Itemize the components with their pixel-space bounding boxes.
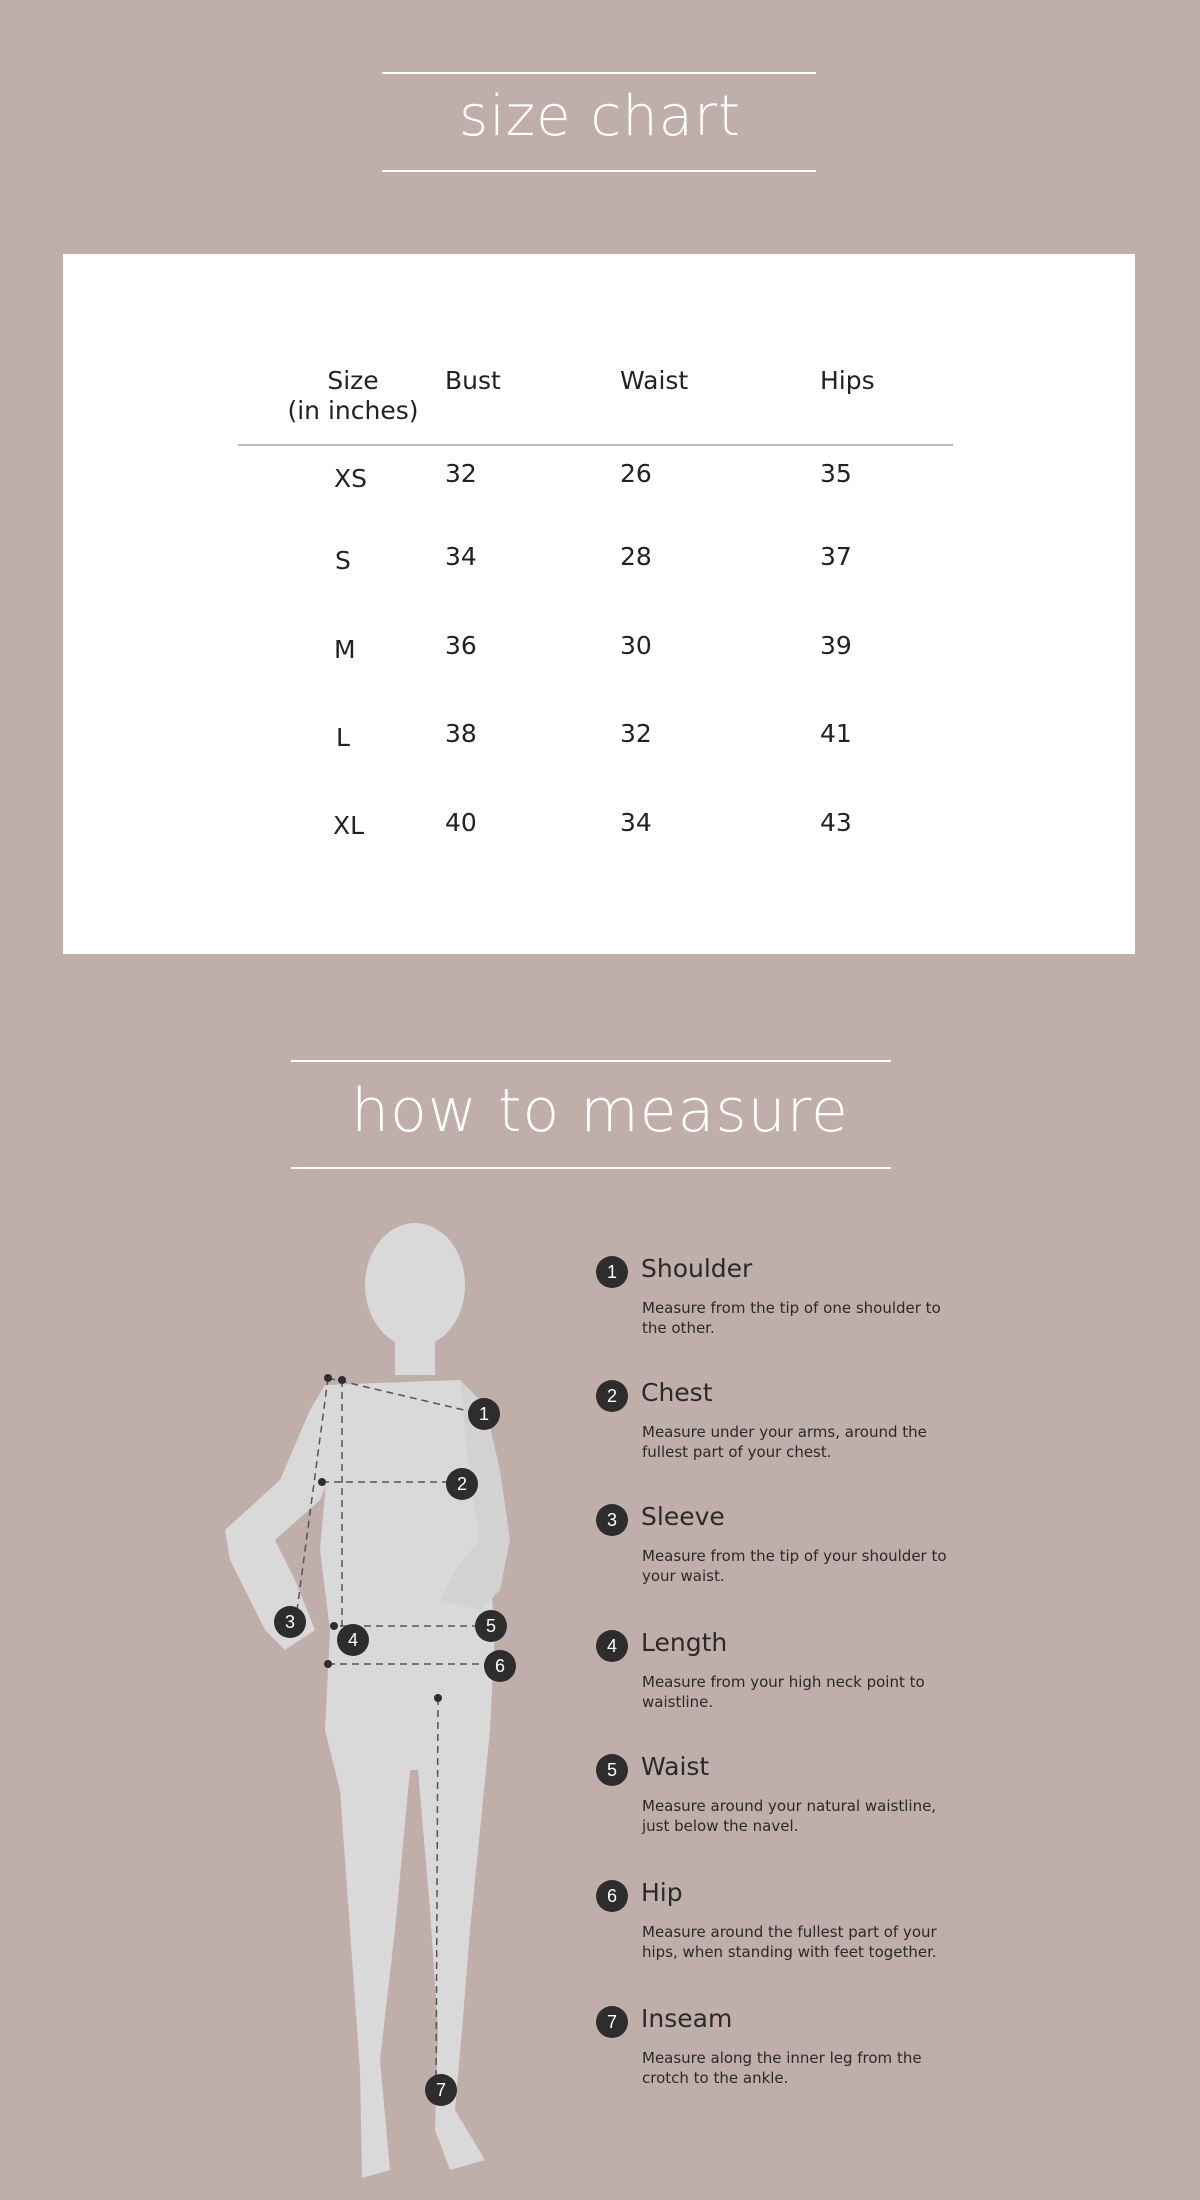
- step-description: Measure around the fullest part of your hips, when standing with feet together.: [642, 1923, 937, 1961]
- size-chart-title: size chart: [459, 84, 741, 149]
- step-description: Measure from the tip of one shoulder to the other.: [642, 1299, 941, 1337]
- step-title: Waist: [641, 1752, 710, 1781]
- size-chart-bottom-rule: [382, 170, 816, 172]
- cell-waist: 34: [620, 808, 652, 837]
- cell-hips: 37: [820, 542, 852, 571]
- step-number: 2: [596, 1380, 628, 1412]
- cell-size: XS: [334, 464, 367, 493]
- col-header-bust: Bust: [445, 366, 501, 395]
- step-title: Inseam: [641, 2004, 733, 2033]
- step-number: 1: [596, 1256, 628, 1288]
- step-number: 3: [596, 1504, 628, 1536]
- cell-hips: 41: [820, 719, 852, 748]
- cell-hips: 43: [820, 808, 852, 837]
- step-number: 7: [596, 2006, 628, 2038]
- col-header-hips: Hips: [820, 366, 875, 395]
- body-figure: [200, 1210, 560, 2190]
- cell-waist: 30: [620, 631, 652, 660]
- step-number: 4: [596, 1630, 628, 1662]
- figure-marker-2: 2: [446, 1468, 478, 1500]
- cell-waist: 32: [620, 719, 652, 748]
- step-description: Measure from your high neck point to waistline.: [642, 1673, 925, 1711]
- cell-size: M: [334, 635, 356, 664]
- step-description: Measure from the tip of your shoulder to your waist.: [642, 1547, 947, 1585]
- measure-bottom-rule: [291, 1167, 891, 1169]
- size-table-card: [63, 254, 1135, 954]
- col-header-size-line2: (in inches): [287, 396, 419, 425]
- cell-waist: 28: [620, 542, 652, 571]
- col-header-waist: Waist: [620, 366, 689, 395]
- step-number: 6: [596, 1880, 628, 1912]
- step-number: 5: [596, 1754, 628, 1786]
- table-header-divider: [238, 444, 953, 446]
- figure-marker-7: 7: [425, 2074, 457, 2106]
- col-header-size: [283, 366, 423, 426]
- cell-waist: 26: [620, 459, 652, 488]
- figure-marker-3: 3: [274, 1606, 306, 1638]
- step-description: Measure under your arms, around the fullest part of your chest.: [642, 1423, 927, 1461]
- cell-size: S: [335, 546, 351, 575]
- cell-size: XL: [333, 811, 365, 840]
- measure-top-rule: [291, 1060, 891, 1062]
- step-description: Measure around your natural waistline, just below the navel.: [642, 1797, 937, 1835]
- figure-marker-6: 6: [484, 1650, 516, 1682]
- cell-hips: 39: [820, 631, 852, 660]
- cell-bust: 32: [445, 459, 477, 488]
- step-title: Chest: [641, 1378, 713, 1407]
- figure-marker-4: 4: [337, 1624, 369, 1656]
- cell-size: L: [336, 723, 350, 752]
- step-title: Length: [641, 1628, 728, 1657]
- silhouette: [225, 1223, 510, 2178]
- size-chart-top-rule: [382, 72, 816, 74]
- step-title: Sleeve: [641, 1502, 725, 1531]
- body-figure-illustration: [200, 1210, 560, 2190]
- cell-bust: 34: [445, 542, 477, 571]
- figure-marker-5: 5: [475, 1610, 507, 1642]
- cell-bust: 36: [445, 631, 477, 660]
- how-to-measure-title: how to measure: [351, 1076, 849, 1146]
- step-title: Shoulder: [641, 1254, 753, 1283]
- step-title: Hip: [641, 1878, 683, 1907]
- col-header-size-line1: Size: [327, 366, 379, 395]
- cell-bust: 38: [445, 719, 477, 748]
- cell-bust: 40: [445, 808, 477, 837]
- step-description: Measure along the inner leg from the crotch to the ankle.: [642, 2049, 922, 2087]
- figure-marker-1: 1: [468, 1398, 500, 1430]
- cell-hips: 35: [820, 459, 852, 488]
